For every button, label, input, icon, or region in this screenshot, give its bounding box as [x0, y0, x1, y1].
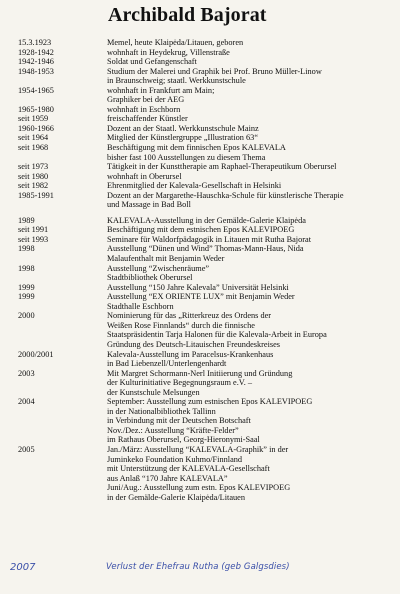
entry-line: Memel, heute Klaipėda/Litauen, geboren: [107, 38, 244, 47]
entry-text: [107, 57, 397, 67]
entry-line: Ehrenmitglied der Kalevala-Gesellschaft in Helsinki: [107, 181, 282, 191]
timeline-entry: [0, 292, 400, 311]
entry-date: 1999: [18, 282, 35, 292]
entry-text: [107, 191, 397, 210]
timeline-entry: [0, 124, 400, 134]
timeline-entry: [0, 283, 400, 293]
entry-text: [107, 369, 397, 398]
entry-line: wohnhaft in Oberursel: [107, 171, 182, 181]
entry-text: [107, 143, 397, 162]
timeline-entry: [0, 133, 400, 143]
timeline-entry: [0, 38, 400, 48]
entry-line: in Braunschweig; staatl. Werkkunstschule: [107, 76, 246, 86]
timeline-entry: [0, 48, 400, 58]
entry-text: [107, 397, 397, 445]
timeline-entry: [0, 216, 400, 226]
entry-line: Gründung des Deutsch-Litauischen Freundeskreises: [107, 339, 281, 349]
entry-line: der Kunstschule Melsungen: [107, 387, 200, 397]
entry-text: [107, 86, 397, 105]
entry-line: im Rathaus Oberursel, Georg-Hieronymi-Saal: [107, 435, 260, 445]
entry-line: Malaufenthalt mit Benjamin Weder: [107, 254, 225, 264]
entry-line: der Kulturinitiative Begegnungsraum e.V. –: [107, 378, 253, 388]
entry-line: Ausstellung “150 Jahre Kalevala” Universität Helsinki: [107, 282, 289, 292]
entry-date: 1965-1980: [18, 104, 54, 114]
entry-line: in der Nationalbibliothek Tallinn: [107, 406, 216, 416]
entry-date: 1998: [18, 244, 35, 254]
timeline-entry: [0, 311, 400, 349]
entry-date: 1999: [18, 292, 35, 302]
timeline-entry: [0, 350, 400, 369]
timeline-entry: [0, 181, 400, 191]
entry-line: Nov./Dez.: Ausstellung “Kräfte-Felder”: [107, 425, 239, 435]
entry-line: Soldat und Gefangenschaft: [107, 57, 197, 67]
entry-text: [107, 350, 397, 369]
entry-date: seit 1959: [18, 114, 49, 124]
document-title: Archibald Bajorat: [108, 4, 267, 26]
entry-line: Juni/Aug.: Ausstellung zum estn. Epos KALEVIPOEG: [107, 483, 291, 493]
entry-line: wohnhaft in Eschborn: [107, 104, 181, 114]
entry-date: seit 1973: [18, 162, 49, 172]
timeline-entry: [0, 105, 400, 115]
entry-date: 1954-1965: [18, 85, 54, 95]
timeline-entry: [0, 397, 400, 445]
timeline-entry: [0, 172, 400, 182]
entry-line: Kalevala-Ausstellung im Paracelsus-Krankenhaus: [107, 349, 274, 359]
entry-line: Ausstellung “Zwischenräume”: [107, 263, 210, 273]
timeline-entry: [0, 191, 400, 210]
entry-date: 1985-1991: [18, 190, 54, 200]
timeline-entry: [0, 264, 400, 283]
entry-date: 2000: [18, 311, 35, 321]
entry-line: Ausstellung “Dünen und Wind” Thomas-Mann-Haus, Nida: [107, 244, 304, 254]
entry-text: [107, 216, 397, 226]
entry-date: 15.3.1923: [18, 38, 52, 47]
entry-date: seit 1982: [18, 181, 49, 191]
entry-date: seit 1964: [18, 133, 49, 143]
entry-text: [107, 133, 397, 143]
entry-text: [107, 124, 397, 134]
entry-line: Graphiker bei der AEG: [107, 95, 185, 105]
entry-date: 1942-1946: [18, 57, 54, 67]
entry-line: Juminkeko Foundation Kuhmo/Finnland: [107, 454, 243, 464]
entry-date: seit 1993: [18, 234, 49, 244]
entry-text: [107, 48, 397, 58]
entry-text: [107, 311, 397, 349]
entry-line: bisher fast 100 Ausstellungen zu diesem Thema: [107, 152, 266, 162]
entry-line: KALEVALA-Ausstellung in der Gemälde-Galerie Klaipėda: [107, 215, 306, 225]
entry-date: 2000/2001: [18, 349, 54, 359]
entry-line: Tätigkeit in der Kunsttherapie am Raphael-Therapeutikum Oberursel: [107, 162, 337, 172]
entry-date: 1960-1966: [18, 123, 54, 133]
entry-date: 2003: [18, 368, 35, 378]
entry-text: [107, 67, 397, 86]
entry-text: [107, 264, 397, 283]
entry-line: Staatspräsidentin Tarja Halonen für die Kalevala-Arbeit in Europa: [107, 330, 327, 340]
entry-line: aus Anlaß “170 Jahre KALEVALA”: [107, 473, 228, 483]
entry-line: in Bad Liebenzell/Unterlengenhardt: [107, 359, 227, 369]
entry-text: [107, 235, 397, 245]
entry-line: Stadtbibliothek Oberursel: [107, 273, 193, 283]
entry-text: [107, 225, 397, 235]
entry-line: Seminare für Waldorfpädagogik in Litauen mit Rutha Bajorat: [107, 234, 312, 244]
entry-line: Nominierung für das „Ritterkreuz des Ordens der: [107, 311, 272, 321]
entry-line: September: Ausstellung zum estnischen Epos KALEVIPOEG: [107, 397, 313, 407]
entry-line: Studium der Malerei und Graphik bei Prof. Bruno Müller-Linow: [107, 66, 322, 76]
entry-line: wohnhaft in Heydekrug, Villenstraße: [107, 47, 230, 57]
entry-date: 1928-1942: [18, 47, 54, 57]
timeline-entry: [0, 225, 400, 235]
timeline-entry: [0, 369, 400, 398]
entry-line: Mit Margret Schormann-Nerl Initiierung und Gründung: [107, 368, 293, 378]
entry-date: 2004: [18, 397, 35, 407]
entry-line: Dozent an der Margarethe-Hauschka-Schule für künstlerische Therapie: [107, 190, 344, 200]
handwritten-note: Verlust der Ehefrau Rutha (geb Galgsdies): [106, 562, 290, 572]
entry-text: [107, 172, 397, 182]
entry-date: seit 1968: [18, 143, 49, 153]
entry-line: Beschäftigung mit dem finnischen Epos KALEVALA: [107, 143, 286, 153]
entry-text: [107, 105, 397, 115]
timeline-entry: [0, 244, 400, 263]
entry-text: [107, 181, 397, 191]
entry-date: 1948-1953: [18, 66, 54, 76]
entry-text: [107, 162, 397, 172]
entry-line: in Verbindung mit der Deutschen Botschaft: [107, 416, 251, 426]
entry-date: 1989: [18, 215, 35, 225]
timeline-entry: [0, 57, 400, 67]
timeline-entry: [0, 114, 400, 124]
entry-date: seit 1980: [18, 171, 49, 181]
timeline-entry: [0, 86, 400, 105]
entry-line: Ausstellung “EX ORIENTE LUX” mit Benjamin Weder: [107, 292, 295, 302]
entry-line: Weißen Rose Finnlands“ durch die finnische: [107, 320, 255, 330]
timeline-entry: [0, 445, 400, 502]
timeline-entry: [0, 143, 400, 162]
timeline-entry: [0, 235, 400, 245]
entry-text: [107, 445, 397, 502]
timeline-list: [0, 38, 400, 502]
entry-text: [107, 38, 397, 48]
entry-line: in der Gemälde-Galerie Klaipėda/Litauen: [107, 492, 245, 502]
entry-line: freischaffender Künstler: [107, 114, 188, 124]
entry-line: und Massage in Bad Boll: [107, 200, 191, 210]
entry-text: [107, 244, 397, 263]
entry-line: Mitglied der Künstlergruppe „Illustration 63“: [107, 133, 259, 143]
entry-line: Dozent an der Staatl. Werkkunstschule Mainz: [107, 123, 259, 133]
entry-line: Beschäftigung mit dem estnischen Epos KALEVIPOEG: [107, 225, 295, 235]
entry-text: [107, 283, 397, 293]
entry-line: Jan./März: Ausstellung “KALEVALA-Graphik” in der: [107, 444, 289, 454]
entry-line: Stadthalle Eschborn: [107, 301, 174, 311]
entry-date: seit 1991: [18, 225, 49, 235]
entry-date: 1998: [18, 263, 35, 273]
entry-date: 2005: [18, 444, 35, 454]
entry-line: mit Unterstützung der KALEVALA-Gesellschaft: [107, 464, 270, 474]
entry-line: wohnhaft in Frankfurt am Main;: [107, 85, 215, 95]
handwritten-year: 2007: [10, 562, 36, 573]
entry-text: [107, 114, 397, 124]
timeline-entry: [0, 162, 400, 172]
timeline-entry: [0, 67, 400, 86]
entry-text: [107, 292, 397, 311]
